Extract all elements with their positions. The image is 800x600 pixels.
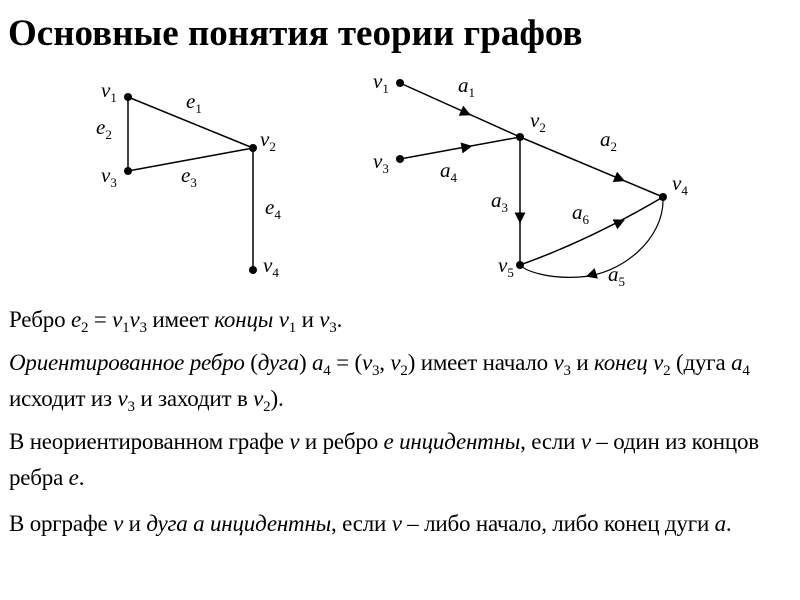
vertex-v1	[124, 93, 132, 101]
label-e2: $e_2$	[96, 115, 112, 142]
paragraph-digraph-incidence: В орграфе v и дуга a инцидентны, если v – либо начало, либо конец дуги a.	[9, 511, 732, 536]
paragraph-edge-ends: Ребро $e_2 = v_1v_3$ имеет концы $v_1$ и $v_3$.	[9, 307, 343, 336]
arc-a4	[400, 137, 520, 159]
vertex-v2	[249, 144, 257, 152]
label-v3: $v_3$	[101, 163, 117, 190]
label-v4: $v_4$	[672, 171, 688, 198]
label-v1: $v_1$	[373, 69, 389, 96]
vertex-v3	[124, 167, 132, 175]
vertex-v3	[396, 155, 404, 163]
vertex-v1	[396, 79, 404, 87]
vertex-v2	[516, 133, 524, 141]
arc-a6	[520, 197, 663, 265]
label-v2: $v_2$	[530, 108, 546, 135]
label-a3: $a_3$	[491, 188, 508, 215]
label-v3: $v_3$	[373, 149, 389, 176]
label-a1: $a_1$	[458, 73, 475, 100]
label-e1: $e_1$	[186, 89, 202, 116]
page-title: Основные понятия теории графов	[8, 13, 583, 54]
vertex-v4	[249, 266, 257, 274]
label-e4: $e_4$	[265, 195, 281, 222]
paragraph-directed-edge: Ориентированное ребро (дуга) $a_4 = (v_3$, $v_2$) имеет начало $v_3$ и конец $v_2$ (дуга $a_4$ исходит из $v_3$ и заходит в $v_2$).	[9, 350, 750, 415]
label-a2: $a_2$	[600, 127, 617, 154]
vertex-v5	[516, 261, 524, 269]
label-a4: $a_4$	[440, 158, 457, 185]
directed-graph	[373, 69, 688, 289]
label-v4: $v_4$	[263, 253, 279, 280]
arc-a2	[520, 137, 663, 197]
undirected-graph	[96, 78, 281, 280]
label-v5: $v_5$	[498, 253, 514, 280]
label-v1: $v_1$	[101, 78, 117, 105]
edge-e3	[128, 148, 253, 171]
label-a5: $a_5$	[608, 262, 625, 289]
vertex-v4	[659, 193, 667, 201]
label-v2: $v_2$	[260, 127, 276, 154]
paragraph-undirected-incidence: В неориентированном графе v и ребро e инцидентны, если v – один из концов ребра e.	[9, 429, 759, 490]
label-e3: $e_3$	[181, 163, 197, 190]
label-a6: $a_6$	[572, 200, 589, 227]
